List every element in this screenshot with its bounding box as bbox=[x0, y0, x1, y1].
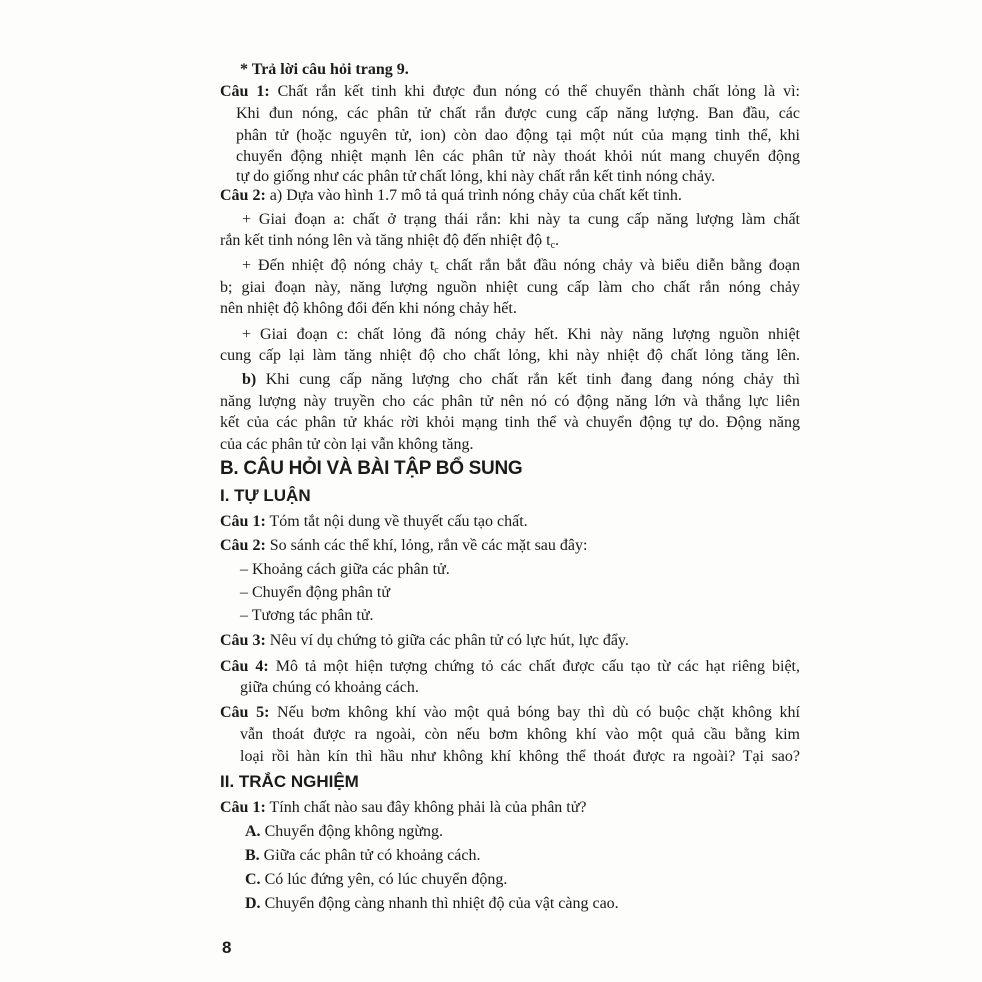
line-text: Giữa các phân tử có khoảng cách. bbox=[259, 847, 481, 864]
bold-label: * Trả lời câu hỏi trang 9. bbox=[240, 61, 409, 78]
question-line bbox=[220, 657, 800, 677]
line-text: Có lúc đứng yên, có lúc chuyển động. bbox=[260, 871, 508, 888]
line-text: So sánh các thể khí, lỏng, rắn về các mặt sau đây: bbox=[265, 537, 588, 554]
question-line bbox=[220, 798, 587, 818]
line-text: + Đến nhiệt độ nóng chảy t bbox=[242, 257, 435, 274]
line-text-tail: chất rắn bắt đầu nóng chảy và biểu diễn bằng đoạn bbox=[438, 257, 801, 274]
line-text: Mô tả một hiện tượng chứng tỏ các chất được cấu tạo từ các hạt riêng biệt, bbox=[268, 658, 800, 675]
bold-label: Câu 2: bbox=[220, 187, 266, 204]
bold-label: C. bbox=[245, 871, 261, 888]
line-text: – Khoảng cách giữa các phân tử. bbox=[240, 561, 450, 578]
bold-label: b) bbox=[242, 371, 257, 388]
line-text: chuyển động nhiệt mạnh lên các phân tử này thoát khỏi nút mang chuyển động bbox=[236, 148, 800, 165]
line-text: Tính chất nào sau đây không phải là của phân tử? bbox=[265, 799, 587, 816]
question-line bbox=[220, 631, 629, 651]
answer-line bbox=[236, 126, 800, 146]
subsection-heading bbox=[220, 486, 311, 506]
line-text: cung cấp lại làm tăng nhiệt độ cho chất lỏng, khi này nhiệt độ chất lỏng tăng lên. bbox=[220, 347, 800, 364]
answer-line bbox=[242, 210, 800, 230]
line-text: kết của các phân tử khác rời khỏi mạng tinh thể và chuyển động tự do. Động năng bbox=[220, 414, 800, 431]
answer-line bbox=[220, 82, 800, 102]
line-text: Chuyển động không ngừng. bbox=[260, 823, 444, 840]
bold-label: Câu 1: bbox=[220, 799, 266, 816]
answer-line bbox=[220, 435, 473, 455]
line-text: loại rồi hàn kín thì hầu như không khí không thể thoát được ra ngoài? Tại sao? bbox=[240, 748, 800, 765]
line-text: b; giai đoạn này, năng lượng nguồn nhiệt cung cấp làm cho chất rắn nóng chảy bbox=[220, 279, 800, 296]
bold-label: Câu 3: bbox=[220, 632, 266, 649]
list-item bbox=[240, 583, 390, 603]
bold-label: D. bbox=[245, 895, 261, 912]
line-text: rắn kết tinh nóng lên và tăng nhiệt độ đến nhiệt độ t bbox=[220, 232, 551, 249]
line-text: phân tử (hoặc nguyên tử, ion) còn dao động tại một nút của mạng tinh thể, khi bbox=[236, 127, 800, 144]
bold-label: Câu 4: bbox=[220, 658, 269, 675]
line-text: Tóm tắt nội dung về thuyết cấu tạo chất. bbox=[265, 513, 528, 530]
line-text: – Tương tác phân tử. bbox=[240, 607, 374, 624]
list-item bbox=[240, 560, 450, 580]
line-text: của các phân tử còn lại vẫn không tăng. bbox=[220, 436, 474, 453]
answer-line bbox=[220, 392, 800, 412]
question-line bbox=[240, 678, 419, 698]
line-text: Chuyển động càng nhanh thì nhiệt độ của vật càng cao. bbox=[260, 895, 619, 912]
line-text: Chất rắn kết tinh khi được đun nóng có thể chuyển thành chất lỏng là vì: bbox=[269, 83, 801, 100]
question-line bbox=[220, 512, 528, 532]
question-line bbox=[220, 536, 587, 556]
line-text: Nếu bơm không khí vào một quả bóng bay thì dù có buộc chặt không khí bbox=[269, 704, 801, 721]
line-text: + Giai đoạn a: chất ở trạng thái rắn: khi này ta cung cấp năng lượng làm chất bbox=[242, 211, 800, 228]
line-text-tail: . bbox=[555, 232, 560, 249]
line-text: vẫn thoát được ra ngoài, còn nếu bơm không khí vào một quả cầu bằng kim bbox=[240, 726, 800, 743]
answer-line bbox=[220, 299, 517, 319]
line-text: B. CÂU HỎI VÀ BÀI TẬP BỔ SUNG bbox=[220, 458, 523, 479]
question-line bbox=[220, 703, 800, 723]
answer-option bbox=[245, 870, 507, 890]
bold-label: B. bbox=[245, 847, 260, 864]
answer-option bbox=[245, 894, 619, 914]
answer-line bbox=[220, 231, 559, 251]
list-item bbox=[240, 606, 373, 626]
bold-label: A. bbox=[245, 823, 261, 840]
answer-line bbox=[220, 186, 682, 206]
section-heading bbox=[220, 459, 522, 479]
question-line bbox=[240, 747, 800, 767]
answer-line bbox=[220, 346, 800, 366]
bold-label: Câu 5: bbox=[220, 704, 270, 721]
answer-option bbox=[245, 822, 443, 842]
line-text: a) Dựa vào hình 1.7 mô tả quá trình nóng chảy của chất kết tinh. bbox=[265, 187, 682, 204]
line-text: năng lượng này truyền cho các phân tử nên nó có động năng lớn và thắng lực liên bbox=[220, 393, 800, 410]
line-text: nên nhiệt độ không đổi đến khi nóng chảy hết. bbox=[220, 300, 517, 317]
bold-label: Câu 2: bbox=[220, 537, 266, 554]
line-text: Khi cung cấp năng lượng cho chất rắn kết tinh đang đang nóng chảy thì bbox=[256, 371, 800, 388]
line-text: I. TỰ LUẬN bbox=[220, 486, 311, 505]
line-text: Nêu ví dụ chứng tỏ giữa các phân tử có lực hút, lực đẩy. bbox=[265, 632, 629, 649]
answer-line bbox=[220, 413, 800, 433]
line-text: tự do giống như các phân tử chất lỏng, khi này chất rắn kết tinh nóng chảy. bbox=[236, 168, 716, 185]
page-number: 8 bbox=[222, 938, 232, 957]
subscript: c bbox=[434, 265, 439, 276]
answer-line bbox=[236, 104, 800, 124]
answer-line bbox=[242, 256, 800, 276]
answer-line bbox=[242, 325, 800, 345]
subscript: c bbox=[550, 240, 556, 251]
line-text: giữa chúng có khoảng cách. bbox=[240, 679, 419, 696]
answer-line bbox=[242, 370, 800, 390]
answers-heading bbox=[240, 60, 409, 80]
line-text: Khi đun nóng, các phân tử chất rắn được cung cấp năng lượng. Ban đầu, các bbox=[236, 105, 800, 122]
line-text: – Chuyển động phân tử bbox=[240, 584, 390, 601]
answer-option bbox=[245, 846, 480, 866]
subsection-heading bbox=[220, 772, 359, 792]
line-text: II. TRẮC NGHIỆM bbox=[220, 772, 359, 791]
answer-line bbox=[236, 167, 715, 187]
bold-label: Câu 1: bbox=[220, 513, 266, 530]
answer-line bbox=[236, 147, 800, 167]
line-text: + Giai đoạn c: chất lỏng đã nóng chảy hết. Khi này năng lượng nguồn nhiệt bbox=[242, 326, 800, 343]
answer-line bbox=[220, 278, 800, 298]
bold-label: Câu 1: bbox=[220, 83, 270, 100]
question-line bbox=[240, 725, 800, 745]
